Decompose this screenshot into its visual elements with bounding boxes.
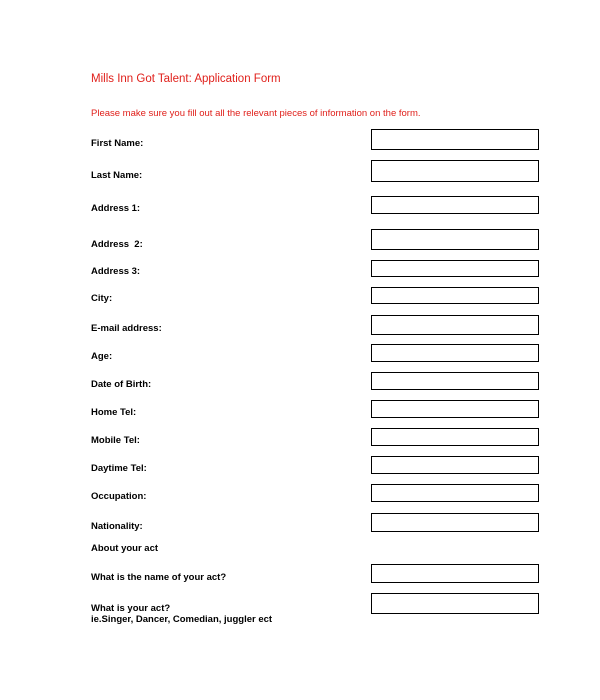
act-type-field[interactable] — [371, 593, 539, 614]
occupation-field[interactable] — [371, 484, 539, 502]
nationality-label: Nationality: — [91, 521, 143, 532]
form-title: Mills Inn Got Talent: Application Form — [91, 73, 281, 85]
act-name-field[interactable] — [371, 564, 539, 583]
nationality-field[interactable] — [371, 513, 539, 532]
dob-label: Date of Birth: — [91, 379, 152, 390]
home-tel-label: Home Tel: — [91, 407, 137, 418]
age-label: Age: — [91, 351, 113, 362]
city-label: City: — [91, 293, 113, 304]
home-tel-field[interactable] — [371, 400, 539, 418]
first-name-field[interactable] — [371, 129, 539, 150]
daytime-tel-label: Daytime Tel: — [91, 463, 147, 474]
occupation-label: Occupation: — [91, 491, 147, 502]
age-field[interactable] — [371, 344, 539, 362]
address2-label: Address 2: — [91, 239, 143, 250]
first-name-label: First Name: — [91, 138, 144, 149]
address1-label: Address 1: — [91, 203, 141, 214]
act-type-hint: ie.Singer, Dancer, Comedian, juggler ect — [91, 614, 273, 625]
daytime-tel-field[interactable] — [371, 456, 539, 474]
address2-field[interactable] — [371, 229, 539, 250]
address3-field[interactable] — [371, 260, 539, 277]
about-act-heading: About your act — [91, 543, 159, 554]
form-instructions: Please make sure you fill out all the relevant pieces of information on the form. — [91, 108, 421, 119]
last-name-field[interactable] — [371, 160, 539, 182]
dob-field[interactable] — [371, 372, 539, 390]
last-name-label: Last Name: — [91, 170, 143, 181]
city-field[interactable] — [371, 287, 539, 304]
email-field[interactable] — [371, 315, 539, 335]
act-name-label: What is the name of your act? — [91, 572, 227, 583]
mobile-tel-label: Mobile Tel: — [91, 435, 140, 446]
address1-field[interactable] — [371, 196, 539, 214]
act-type-label: What is your act? — [91, 603, 171, 614]
email-label: E-mail address: — [91, 323, 162, 334]
mobile-tel-field[interactable] — [371, 428, 539, 446]
address3-label: Address 3: — [91, 266, 141, 277]
